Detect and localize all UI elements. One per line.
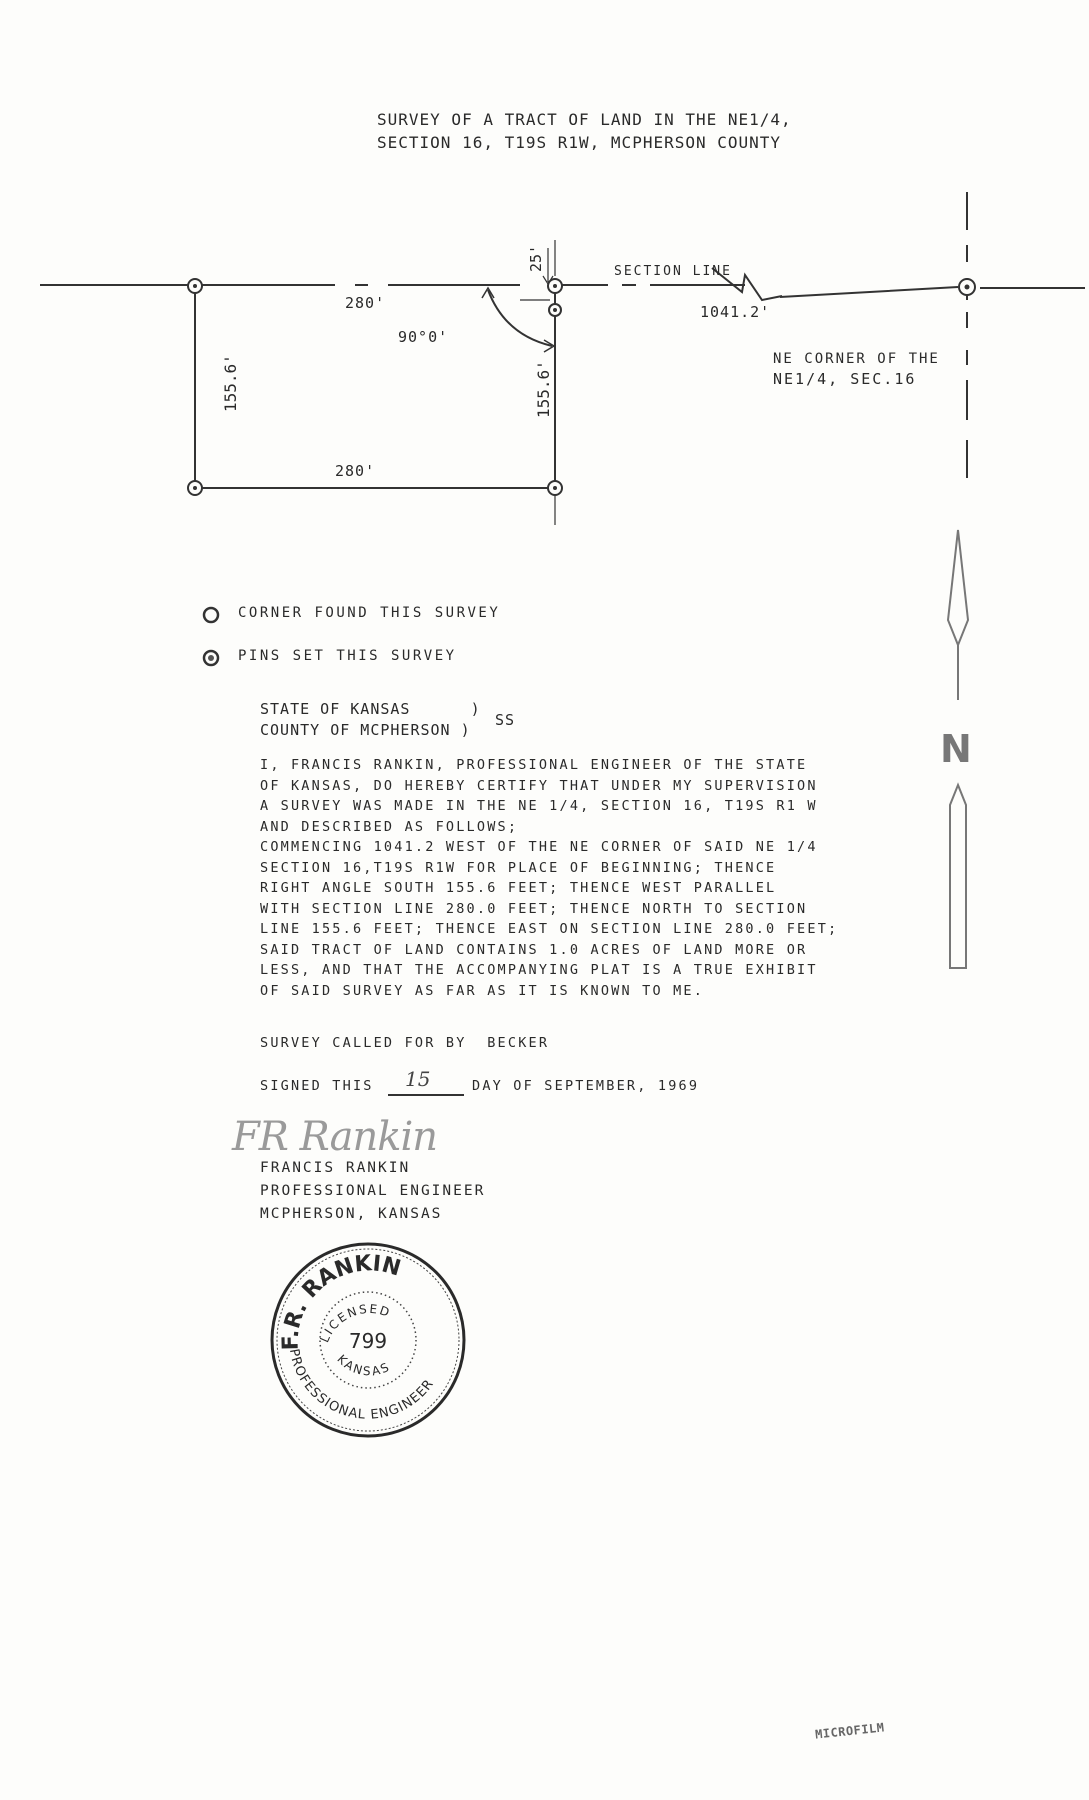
signed-suffix: DAY OF SEPTEMBER, 1969 (472, 1078, 700, 1094)
section-line-label: SECTION LINE (614, 264, 732, 279)
svg-text:KANSAS (334, 1352, 392, 1379)
angle-label: 90°0' (398, 328, 449, 346)
venue-state: STATE OF KANSAS ) (260, 700, 481, 718)
dim-bottom-label: 280' (335, 462, 376, 480)
certificate-line: WITH SECTION LINE 280.0 FEET; THENCE NORTH TO SECTION (260, 900, 808, 917)
certificate-line: SECTION 16,T19S R1W FOR PLACE OF BEGINNING; THENCE (260, 859, 777, 876)
legend-corner-found: CORNER FOUND THIS SURVEY (238, 605, 501, 621)
seal-licensed: LICENSED (317, 1301, 393, 1345)
north-label: N (940, 727, 972, 771)
signer-name: FRANCIS RANKIN (260, 1160, 411, 1176)
dim-1041-label: 1041.2' (700, 303, 771, 321)
venue-ss: SS (495, 711, 516, 729)
dim-west-label: 155.6' (221, 354, 240, 412)
seal-profession: PROFESSIONAL ENGINEER (285, 1347, 438, 1423)
certificate-line: LESS, AND THAT THE ACCOMPANYING PLAT IS A TRUE EXHIBIT (260, 962, 818, 978)
signed-day-underline (388, 1094, 464, 1096)
signature: FR Rankin (232, 1114, 438, 1160)
certificate-line: OF SAID SURVEY AS FAR AS IT IS KNOWN TO ME. (260, 982, 705, 999)
signed-prefix: SIGNED THIS (260, 1078, 374, 1094)
ne-corner-label-2: NE1/4, SEC.16 (773, 370, 917, 388)
certificate-line: OF KANSAS, DO HEREBY CERTIFY THAT UNDER MY SUPERVISION (260, 777, 818, 794)
dim-offset-label: 25' (527, 244, 545, 272)
certificate-line: LINE 155.6 FEET; THENCE EAST ON SECTION LINE 280.0 FEET; (260, 921, 839, 937)
title-line-1: SURVEY OF A TRACT OF LAND IN THE NE1/4, (377, 110, 792, 129)
microfilm-stamp: MICROFILM (814, 1720, 886, 1742)
angle-arc (488, 290, 552, 346)
signer-title: PROFESSIONAL ENGINEER (260, 1183, 486, 1199)
engineer-seal (268, 1240, 468, 1440)
svg-text:PROFESSIONAL ENGINEER (286, 1348, 437, 1423)
title-line-2: SECTION 16, T19S R1W, MCPHERSON COUNTY (377, 133, 782, 152)
corner-found-symbol (200, 604, 222, 626)
signer-location: MCPHERSON, KANSAS (260, 1206, 443, 1222)
seal-state: KANSAS (334, 1351, 393, 1379)
certificate-line: COMMENCING 1041.2 WEST OF THE NE CORNER OF SAID NE 1/4 (260, 839, 818, 855)
certificate-line: I, FRANCIS RANKIN, PROFESSIONAL ENGINEER OF THE STATE (260, 757, 808, 773)
certificate-line: AND DESCRIBED AS FOLLOWS; (260, 818, 519, 835)
certificate-line: A SURVEY WAS MADE IN THE NE 1/4, SECTION 16, T19S R1 W (260, 798, 818, 814)
dim-east-label: 155.6' (534, 360, 553, 418)
called-for: SURVEY CALLED FOR BY BECKER (260, 1035, 550, 1051)
certificate-line: RIGHT ANGLE SOUTH 155.6 FEET; THENCE WEST PARALLEL (260, 880, 777, 896)
signed-day: 15 (405, 1067, 431, 1091)
legend-pins-set: PINS SET THIS SURVEY (238, 648, 457, 664)
seal-name: F.R. RANKIN (278, 1251, 404, 1351)
venue-county: COUNTY OF MCPHERSON ) (260, 721, 471, 739)
ne-corner-label-1: NE CORNER OF THE (773, 351, 940, 367)
dim-top-label: 280' (345, 294, 386, 312)
pin-set-symbol (200, 647, 222, 669)
seal-number: 799 (348, 1329, 388, 1353)
certificate-line: SAID TRACT OF LAND CONTAINS 1.0 ACRES OF LAND MORE OR (260, 941, 808, 958)
